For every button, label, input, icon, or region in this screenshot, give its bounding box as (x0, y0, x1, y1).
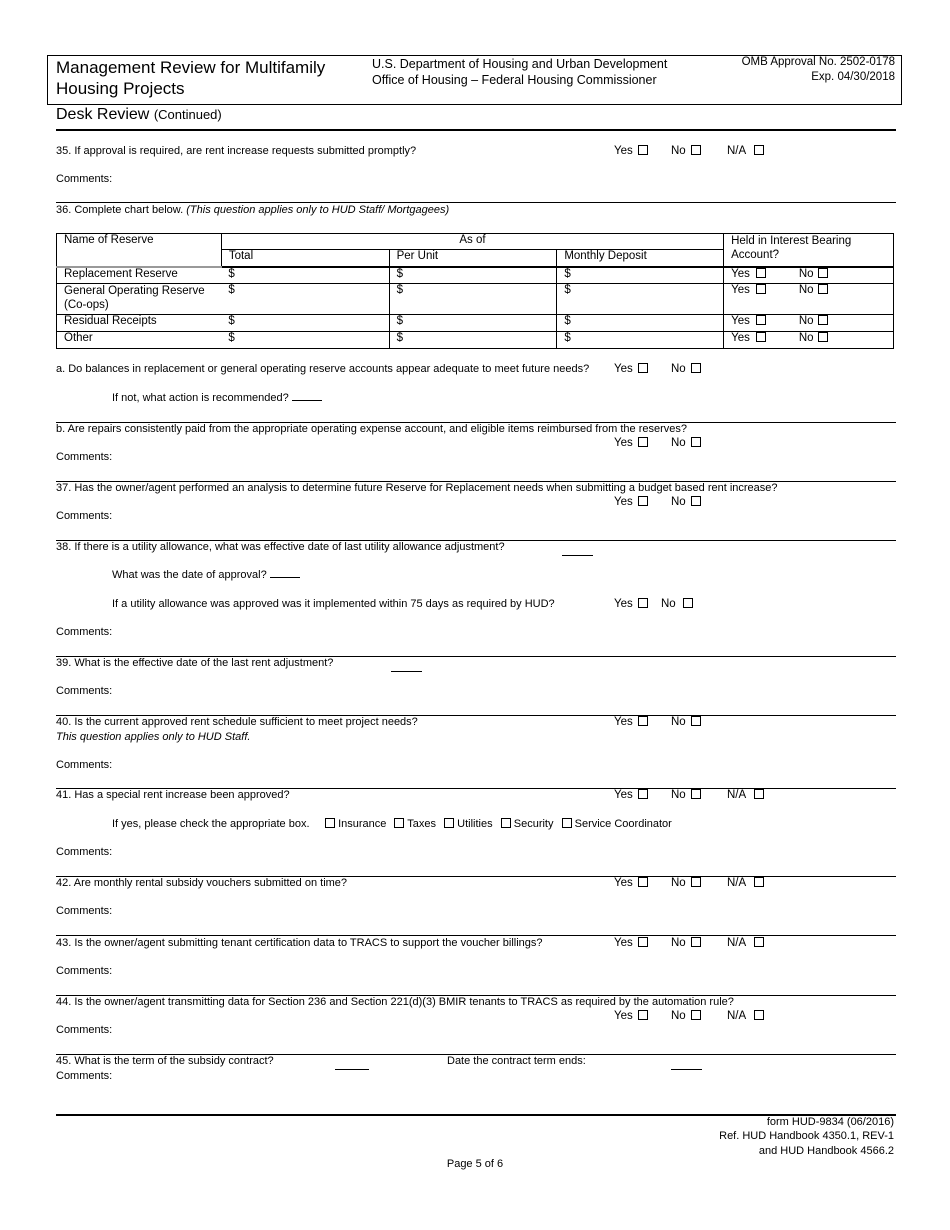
per-unit-cell[interactable]: $ (389, 332, 557, 349)
q36b-yes[interactable]: Yes (614, 437, 648, 449)
omb-approval: OMB Approval No. 2502-0178 (741, 56, 895, 68)
row-no-checkbox[interactable] (818, 332, 828, 342)
q38-sub1: What was the date of approval? (112, 569, 300, 581)
handbook-reference-2: and HUD Handbook 4566.2 (758, 1145, 894, 1157)
department-line-1: U.S. Department of Housing and Urban Development (372, 57, 668, 71)
q45-end-date-field[interactable] (671, 1068, 702, 1070)
row-yes-checkbox[interactable] (756, 268, 766, 278)
q43-text: 43. Is the owner/agent submitting tenant certification data to TRACS to support the voucher billings? (56, 937, 543, 949)
row-no-checkbox[interactable] (818, 284, 828, 294)
section-title-text: Desk Review (56, 106, 150, 123)
q43-na[interactable]: N/A (727, 937, 764, 949)
q36a-yes-checkbox[interactable] (638, 363, 648, 373)
reserve-name-header: Name of Reserve (57, 234, 222, 267)
divider (56, 202, 896, 203)
q35-yes[interactable]: Yes (614, 145, 648, 157)
q43-yes-checkbox[interactable] (638, 937, 648, 947)
monthly-deposit-cell[interactable]: $ (557, 284, 724, 315)
held-header: Held in Interest Bearing Account? (724, 234, 894, 267)
q44-yes[interactable]: Yes (614, 1010, 648, 1022)
per-unit-cell[interactable]: $ (389, 284, 557, 315)
q42-na[interactable]: N/A (727, 877, 764, 889)
q42-text: 42. Are monthly rental subsidy vouchers submitted on time? (56, 877, 348, 889)
q39-date-field[interactable] (391, 670, 422, 672)
q40-yes-checkbox[interactable] (638, 716, 648, 726)
q44-no-checkbox[interactable] (691, 1010, 701, 1020)
q36b-text: b. Are repairs consistently paid from the appropriate operating expense account, and eligible items reimbursed from the reserves? (56, 423, 688, 435)
q45-text2: Date the contract term ends: (447, 1055, 586, 1067)
q43-no-checkbox[interactable] (691, 937, 701, 947)
q38-no[interactable]: No (661, 598, 693, 610)
q39-text: 39. What is the effective date of the last rent adjustment? (56, 657, 334, 669)
q38-text: 38. If there is a utility allowance, what was effective date of last utility allowance adjustment? (56, 541, 505, 553)
q36-note: (This question applies only to HUD Staff/ Mortgagees) (186, 204, 450, 216)
total-cell[interactable]: $ (221, 284, 389, 315)
service-coordinator-checkbox[interactable] (562, 818, 572, 828)
q40-note: This question applies only to HUD Staff. (56, 731, 251, 743)
handbook-reference-1: Ref. HUD Handbook 4350.1, REV-1 (719, 1130, 894, 1142)
q44-na[interactable]: N/A (727, 1010, 764, 1022)
q38-sub2: If a utility allowance was approved was it implemented within 75 days as required by HUD? (112, 598, 555, 610)
taxes-checkbox[interactable] (394, 818, 404, 828)
q42-yes-checkbox[interactable] (638, 877, 648, 887)
q35-comments-label: Comments: (56, 173, 113, 185)
divider (56, 935, 896, 936)
q36a-action-field[interactable] (292, 399, 322, 401)
row-no-checkbox[interactable] (818, 268, 828, 278)
q45-text: 45. What is the term of the subsidy contract? (56, 1055, 274, 1067)
monthly-deposit-cell[interactable]: $ (557, 332, 724, 349)
q35-no[interactable]: No (671, 145, 701, 157)
q41-na[interactable]: N/A (727, 789, 764, 801)
row-yes-checkbox[interactable] (756, 284, 766, 294)
q41-option-security[interactable]: Security (501, 818, 554, 830)
page-number: Page 5 of 6 (446, 1158, 504, 1170)
reserve-name: Replacement Reserve (64, 267, 178, 280)
q43-no[interactable]: No (671, 937, 701, 949)
q41-option-taxes[interactable]: Taxes (394, 818, 436, 830)
q43-yes[interactable]: Yes (614, 937, 648, 949)
q44-text: 44. Is the owner/agent transmitting data for Section 236 and Section 221(d)(3) BMIR tenants to TRACS as required by the automation rule? (56, 996, 734, 1008)
q38-approval-date-field[interactable] (270, 576, 300, 578)
q43-na-checkbox[interactable] (754, 937, 764, 947)
q38-yes-checkbox[interactable] (638, 598, 648, 608)
q40-no[interactable]: No (671, 716, 701, 728)
q36b-no-checkbox[interactable] (691, 437, 701, 447)
q41-text: 41. Has a special rent increase been approved? (56, 789, 290, 801)
q42-yes[interactable]: Yes (614, 877, 648, 889)
q36a-text: a. Do balances in replacement or general operating reserve accounts appear adequate to meet future needs? (56, 363, 590, 375)
as-of-header: As of (221, 234, 723, 250)
total-cell[interactable]: $ (221, 267, 389, 284)
q37-yes[interactable]: Yes (614, 496, 648, 508)
q41-options (325, 818, 672, 830)
q36a-sub: If not, what action is recommended? (112, 392, 322, 404)
q38-date-field[interactable] (562, 554, 593, 556)
q38-no-checkbox[interactable] (683, 598, 693, 608)
section-title-suffix: (Continued) (153, 107, 222, 122)
q44-comments-label: Comments: (56, 1024, 113, 1036)
monthly-deposit-cell[interactable]: $ (557, 267, 724, 284)
department-line-2: Office of Housing – Federal Housing Commissioner (372, 73, 657, 87)
q42-na-checkbox[interactable] (754, 877, 764, 887)
reserve-name: Other (64, 332, 93, 344)
q39-comments-label: Comments: (56, 685, 113, 697)
q41-no-checkbox[interactable] (691, 789, 701, 799)
per-unit-header: Per Unit (389, 250, 557, 267)
q42-no[interactable]: No (671, 877, 701, 889)
q36a-no-checkbox[interactable] (691, 363, 701, 373)
q37-text: 37. Has the owner/agent performed an analysis to determine future Reserve for Replacement needs when submitting a budget based rent increase? (56, 482, 778, 494)
row-yes-checkbox[interactable] (756, 315, 766, 325)
q41-na-checkbox[interactable] (754, 789, 764, 799)
section-divider (56, 129, 896, 131)
q40-text: 40. Is the current approved rent schedule sufficient to meet project needs? (56, 716, 418, 728)
reserve-name: General Operating Reserve (Co-ops) (64, 285, 205, 311)
form-number: form HUD-9834 (06/2016) (766, 1116, 894, 1128)
table-row: Replacement Reserve $ $ $ Yes No (57, 267, 894, 284)
q41-no[interactable]: No (671, 789, 701, 801)
q38-comments-label: Comments: (56, 626, 113, 638)
section-title (56, 106, 222, 124)
q43-comments-label: Comments: (56, 965, 113, 977)
form-title: Management Review for Multifamily Housing Projects (56, 58, 326, 98)
q44-no[interactable]: No (671, 1010, 701, 1022)
q36a-no[interactable]: No (671, 363, 701, 375)
q35-na[interactable]: N/A (727, 145, 764, 157)
reserve-table (56, 233, 894, 349)
q38-yes[interactable]: Yes (614, 598, 648, 610)
q40-no-checkbox[interactable] (691, 716, 701, 726)
q40-comments-label: Comments: (56, 759, 113, 771)
q41-option-service-coordinator[interactable]: Service Coordinator (562, 818, 672, 830)
per-unit-cell[interactable]: $ (389, 315, 557, 332)
reserve-name: Residual Receipts (64, 315, 157, 327)
monthly-deposit-header: Monthly Deposit (557, 250, 724, 267)
table-row: Other $ $ $ Yes No (57, 332, 894, 349)
total-header: Total (221, 250, 389, 267)
q40-yes[interactable]: Yes (614, 716, 648, 728)
q45-term-field[interactable] (335, 1068, 369, 1070)
q41-option-insurance[interactable]: Insurance (325, 818, 386, 830)
q37-no[interactable]: No (671, 496, 701, 508)
q35-na-checkbox[interactable] (754, 145, 764, 155)
utilities-checkbox[interactable] (444, 818, 454, 828)
q36b-no[interactable]: No (671, 437, 701, 449)
table-row: General Operating Reserve (Co-ops) $ $ $ Yes No (57, 284, 894, 315)
q35-no-checkbox[interactable] (691, 145, 701, 155)
q35-text: 35. If approval is required, are rent increase requests submitted promptly? (56, 145, 417, 157)
per-unit-cell[interactable]: $ (389, 267, 557, 284)
omb-expiration: Exp. 04/30/2018 (811, 71, 895, 83)
q36a-yes[interactable]: Yes (614, 363, 648, 375)
q42-no-checkbox[interactable] (691, 877, 701, 887)
monthly-deposit-cell[interactable]: $ (557, 315, 724, 332)
q37-no-checkbox[interactable] (691, 496, 701, 506)
insurance-checkbox[interactable] (325, 818, 335, 828)
q41-yes-checkbox[interactable] (638, 789, 648, 799)
q44-yes-checkbox[interactable] (638, 1010, 648, 1020)
q41-comments-label: Comments: (56, 846, 113, 858)
q36-text (56, 204, 449, 216)
table-row: Residual Receipts $ $ $ Yes No (57, 315, 894, 332)
q41-option-utilities[interactable]: Utilities (444, 818, 493, 830)
q41-sub: If yes, please check the appropriate box. (112, 818, 310, 830)
security-checkbox[interactable] (501, 818, 511, 828)
q37-yes-checkbox[interactable] (638, 496, 648, 506)
q35-yes-checkbox[interactable] (638, 145, 648, 155)
total-cell[interactable]: $ (221, 315, 389, 332)
row-no-checkbox[interactable] (818, 315, 828, 325)
q42-comments-label: Comments: (56, 905, 113, 917)
q45-comments-label: Comments: (56, 1070, 113, 1082)
q44-na-checkbox[interactable] (754, 1010, 764, 1020)
q36-prompt: 36. Complete chart below. (56, 204, 184, 216)
q41-yes[interactable]: Yes (614, 789, 648, 801)
q37-comments-label: Comments: (56, 510, 113, 522)
total-cell[interactable]: $ (221, 332, 389, 349)
q36b-comments-label: Comments: (56, 451, 113, 463)
row-yes-checkbox[interactable] (756, 332, 766, 342)
q36b-yes-checkbox[interactable] (638, 437, 648, 447)
